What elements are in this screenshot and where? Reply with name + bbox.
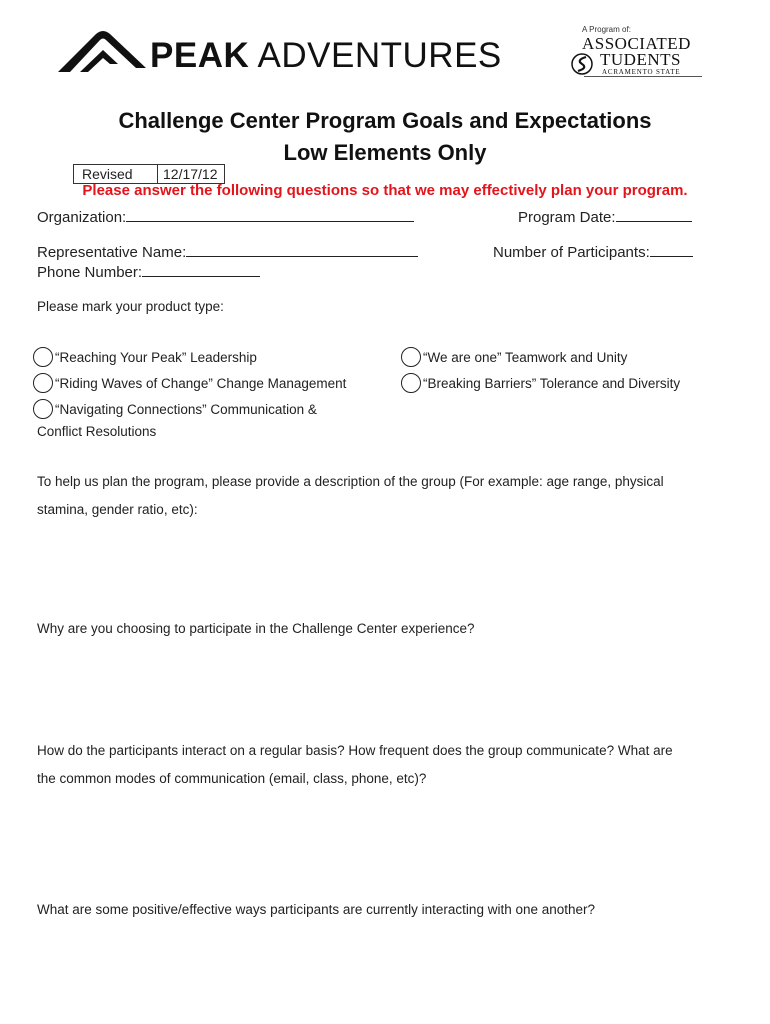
- peak-adventures-logo: [58, 28, 502, 78]
- participants-field: [493, 244, 693, 261]
- option-label: “Reaching Your Peak” Leadership: [55, 349, 257, 365]
- representative-name-label: Representative Name:: [37, 244, 187, 261]
- revision-box: [73, 164, 225, 184]
- question-text-line: the common modes of communication (email, class, phone, etc)?: [37, 771, 427, 786]
- option-we-are-one[interactable]: [401, 347, 627, 367]
- option-navigating-connections[interactable]: [33, 399, 317, 419]
- representative-name-input-line[interactable]: [186, 244, 418, 257]
- mountain-logo-icon: [58, 28, 148, 74]
- option-riding-waves[interactable]: [33, 373, 346, 393]
- participants-input-line[interactable]: [650, 244, 693, 257]
- page-subtitle: Low Elements Only: [283, 140, 487, 165]
- page-title: Challenge Center Program Goals and Expectations: [118, 108, 652, 133]
- phone-number-field: [37, 264, 260, 281]
- as-wordmark-line2: TUDENTS: [600, 50, 681, 69]
- radio-circle-icon[interactable]: [401, 373, 421, 393]
- revision-date: 12/17/12: [163, 166, 218, 182]
- option-reaching-your-peak[interactable]: [33, 347, 257, 367]
- associated-students-logo: [570, 22, 700, 78]
- radio-circle-icon[interactable]: [33, 399, 53, 419]
- option-label: “Navigating Connections” Communication &: [55, 401, 317, 417]
- option-label: “We are one” Teamwork and Unity: [423, 349, 628, 365]
- phone-number-label: Phone Number:: [37, 264, 143, 281]
- radio-circle-icon[interactable]: [33, 373, 53, 393]
- header-divider: [584, 76, 702, 77]
- program-date-field: [518, 209, 692, 226]
- as-wordmark-line1: ASSOCIATED: [582, 34, 691, 53]
- as-wordmark-line3: ACRAMENTO STATE: [602, 68, 681, 76]
- option-breaking-barriers[interactable]: [401, 373, 680, 393]
- option-label-continued: Conflict Resolutions: [37, 424, 157, 439]
- phone-number-input-line[interactable]: [142, 264, 260, 277]
- radio-circle-icon[interactable]: [401, 347, 421, 367]
- program-of-label: A Program of:: [582, 25, 631, 34]
- program-date-input-line[interactable]: [616, 209, 692, 222]
- question-why-participate: Why are you choosing to participate in the Challenge Center experience?: [37, 621, 475, 636]
- radio-circle-icon[interactable]: [33, 347, 53, 367]
- question-text-line: stamina, gender ratio, etc):: [37, 502, 198, 517]
- product-type-prompt: Please mark your product type:: [37, 299, 224, 314]
- question-text-line: How do the participants interact on a regular basis? How frequent does the group communicate? What are: [37, 743, 673, 758]
- organization-field: [37, 209, 414, 226]
- s-leaf-icon: [570, 52, 600, 76]
- instructions-text: Please answer the following questions so that we may effectively plan your program.: [82, 182, 688, 199]
- question-positive-ways: What are some positive/effective ways participants are currently interacting with one another?: [37, 902, 596, 917]
- participants-label: Number of Participants:: [493, 244, 650, 261]
- logo-wordmark: PEAK ADVENTURES: [150, 36, 502, 75]
- representative-name-field: [37, 244, 418, 261]
- question-interaction: [37, 739, 673, 791]
- revision-label: Revised: [74, 165, 158, 183]
- organization-input-line[interactable]: [126, 209, 414, 222]
- question-group-description: [37, 470, 664, 522]
- option-label: “Breaking Barriers” Tolerance and Diversity: [423, 375, 681, 391]
- question-text-line: To help us plan the program, please provide a description of the group (For example: age range, physical: [37, 474, 664, 489]
- organization-label: Organization:: [37, 209, 127, 226]
- program-date-label: Program Date:: [518, 209, 616, 226]
- option-label: “Riding Waves of Change” Change Management: [55, 375, 347, 391]
